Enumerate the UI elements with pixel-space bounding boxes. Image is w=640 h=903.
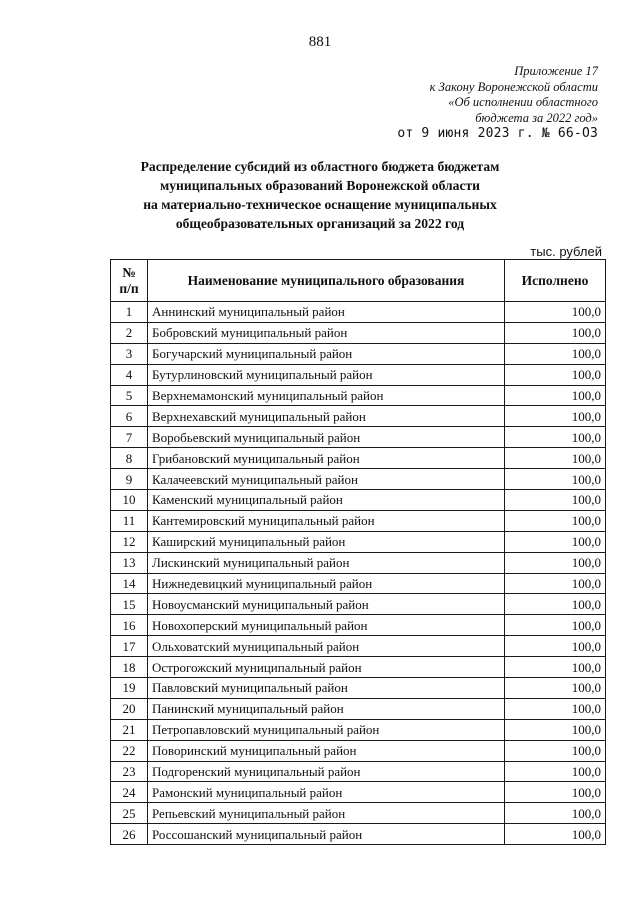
document-title [120, 157, 520, 233]
law-date-number-stamp: от 9 июня 2023 г. № 66-ОЗ [397, 126, 598, 141]
table-row [111, 364, 606, 385]
appendix-label: Приложение 17 [514, 64, 598, 78]
executed-amount-cell: 100,0 [505, 448, 606, 469]
appendix-law-reference: к Закону Воронежской области [429, 79, 598, 94]
executed-amount-cell: 100,0 [505, 657, 606, 678]
row-number-cell: 20 [111, 698, 148, 719]
municipality-name-cell: Лискинский муниципальный район [148, 552, 505, 573]
row-number-cell: 12 [111, 531, 148, 552]
title-line: общеобразовательных организаций за 2022 год [175, 216, 465, 231]
municipality-name-cell: Бутурлиновский муниципальный район [148, 364, 505, 385]
table-row [111, 678, 606, 699]
municipality-name-cell: Панинский муниципальный район [148, 698, 505, 719]
table-row [111, 719, 606, 740]
executed-amount-cell: 100,0 [505, 469, 606, 490]
row-number-cell: 19 [111, 678, 148, 699]
row-number-cell: 15 [111, 594, 148, 615]
row-number-cell: 10 [111, 490, 148, 511]
column-header-number-abbrev: п/п [119, 280, 139, 296]
row-number-cell: 2 [111, 322, 148, 343]
municipality-name-cell: Нижнедевицкий муниципальный район [148, 573, 505, 594]
table-row [111, 406, 606, 427]
municipality-name-cell: Ольховатский муниципальный район [148, 636, 505, 657]
municipality-name-cell: Кантемировский муниципальный район [148, 510, 505, 531]
executed-amount-cell: 100,0 [505, 740, 606, 761]
executed-amount-cell: 100,0 [505, 678, 606, 699]
table-row [111, 657, 606, 678]
executed-amount-cell: 100,0 [505, 490, 606, 511]
table-body [111, 302, 606, 845]
row-number-cell: 6 [111, 406, 148, 427]
executed-amount-cell: 100,0 [505, 573, 606, 594]
municipality-name-cell: Репьевский муниципальный район [148, 803, 505, 824]
row-number-cell: 11 [111, 510, 148, 531]
executed-amount-cell: 100,0 [505, 343, 606, 364]
municipality-name-cell: Новохоперский муниципальный район [148, 615, 505, 636]
table-row [111, 448, 606, 469]
municipality-name-cell: Калачеевский муниципальный район [148, 469, 505, 490]
executed-amount-cell: 100,0 [505, 698, 606, 719]
table-row [111, 761, 606, 782]
municipality-name-cell: Воробьевский муниципальный район [148, 427, 505, 448]
row-number-cell: 9 [111, 469, 148, 490]
municipality-name-cell: Поворинский муниципальный район [148, 740, 505, 761]
executed-amount-cell: 100,0 [505, 385, 606, 406]
executed-amount-cell: 100,0 [505, 531, 606, 552]
row-number-cell: 1 [111, 302, 148, 323]
title-line: Распределение субсидий из областного бюджета бюджетам [140, 159, 500, 174]
executed-amount-cell: 100,0 [505, 719, 606, 740]
title-line: на материально-техническое оснащение муниципальных [143, 197, 497, 212]
row-number-cell: 18 [111, 657, 148, 678]
executed-amount-cell: 100,0 [505, 594, 606, 615]
municipality-name-cell: Россошанский муниципальный район [148, 824, 505, 845]
municipality-name-cell: Подгоренский муниципальный район [148, 761, 505, 782]
row-number-cell: 21 [111, 719, 148, 740]
subsidy-table [110, 259, 606, 845]
table-row [111, 573, 606, 594]
table-row [111, 803, 606, 824]
row-number-cell: 16 [111, 615, 148, 636]
executed-amount-cell: 100,0 [505, 510, 606, 531]
municipality-name-cell: Бобровский муниципальный район [148, 322, 505, 343]
row-number-cell: 8 [111, 448, 148, 469]
executed-amount-cell: 100,0 [505, 427, 606, 448]
municipality-name-cell: Новоусманский муниципальный район [148, 594, 505, 615]
municipality-name-cell: Богучарский муниципальный район [148, 343, 505, 364]
executed-amount-cell: 100,0 [505, 803, 606, 824]
table-row [111, 698, 606, 719]
row-number-cell: 17 [111, 636, 148, 657]
table-row [111, 782, 606, 803]
table-row [111, 531, 606, 552]
column-header-executed: Исполнено [505, 260, 606, 302]
table-row [111, 322, 606, 343]
row-number-cell: 14 [111, 573, 148, 594]
appendix-reference [338, 64, 598, 142]
executed-amount-cell: 100,0 [505, 761, 606, 782]
municipality-name-cell: Каширский муниципальный район [148, 531, 505, 552]
column-header-name: Наименование муниципального образования [148, 260, 505, 302]
row-number-cell: 24 [111, 782, 148, 803]
row-number-cell: 23 [111, 761, 148, 782]
units-label: тыс. рублей [530, 244, 602, 259]
table-row [111, 615, 606, 636]
municipality-name-cell: Острогожский муниципальный район [148, 657, 505, 678]
row-number-cell: 25 [111, 803, 148, 824]
table-row [111, 302, 606, 323]
row-number-cell: 3 [111, 343, 148, 364]
table-row [111, 490, 606, 511]
table-row [111, 385, 606, 406]
table-row [111, 427, 606, 448]
executed-amount-cell: 100,0 [505, 782, 606, 803]
municipality-name-cell: Верхнехавский муниципальный район [148, 406, 505, 427]
row-number-cell: 5 [111, 385, 148, 406]
municipality-name-cell: Грибановский муниципальный район [148, 448, 505, 469]
appendix-law-title: «Об исполнении областного [448, 95, 598, 109]
municipality-name-cell: Верхнемамонский муниципальный район [148, 385, 505, 406]
table-row [111, 636, 606, 657]
municipality-name-cell: Павловский муниципальный район [148, 678, 505, 699]
table-row [111, 469, 606, 490]
column-header-number-sign: № [122, 264, 136, 280]
row-number-cell: 7 [111, 427, 148, 448]
executed-amount-cell: 100,0 [505, 364, 606, 385]
executed-amount-cell: 100,0 [505, 615, 606, 636]
row-number-cell: 4 [111, 364, 148, 385]
table-row [111, 824, 606, 845]
column-header-number [111, 260, 148, 302]
table-row [111, 343, 606, 364]
table-row [111, 510, 606, 531]
page-number: 881 [308, 34, 332, 50]
municipality-name-cell: Рамонский муниципальный район [148, 782, 505, 803]
appendix-law-title-continued: бюджета за 2022 год» [475, 110, 598, 125]
executed-amount-cell: 100,0 [505, 636, 606, 657]
executed-amount-cell: 100,0 [505, 302, 606, 323]
row-number-cell: 13 [111, 552, 148, 573]
municipality-name-cell: Каменский муниципальный район [148, 490, 505, 511]
executed-amount-cell: 100,0 [505, 552, 606, 573]
municipality-name-cell: Аннинский муниципальный район [148, 302, 505, 323]
executed-amount-cell: 100,0 [505, 322, 606, 343]
row-number-cell: 22 [111, 740, 148, 761]
executed-amount-cell: 100,0 [505, 824, 606, 845]
table-row [111, 552, 606, 573]
title-line: муниципальных образований Воронежской области [159, 178, 481, 193]
table-header-row [111, 260, 606, 302]
row-number-cell: 26 [111, 824, 148, 845]
municipality-name-cell: Петропавловский муниципальный район [148, 719, 505, 740]
executed-amount-cell: 100,0 [505, 406, 606, 427]
table-row [111, 740, 606, 761]
table-row [111, 594, 606, 615]
